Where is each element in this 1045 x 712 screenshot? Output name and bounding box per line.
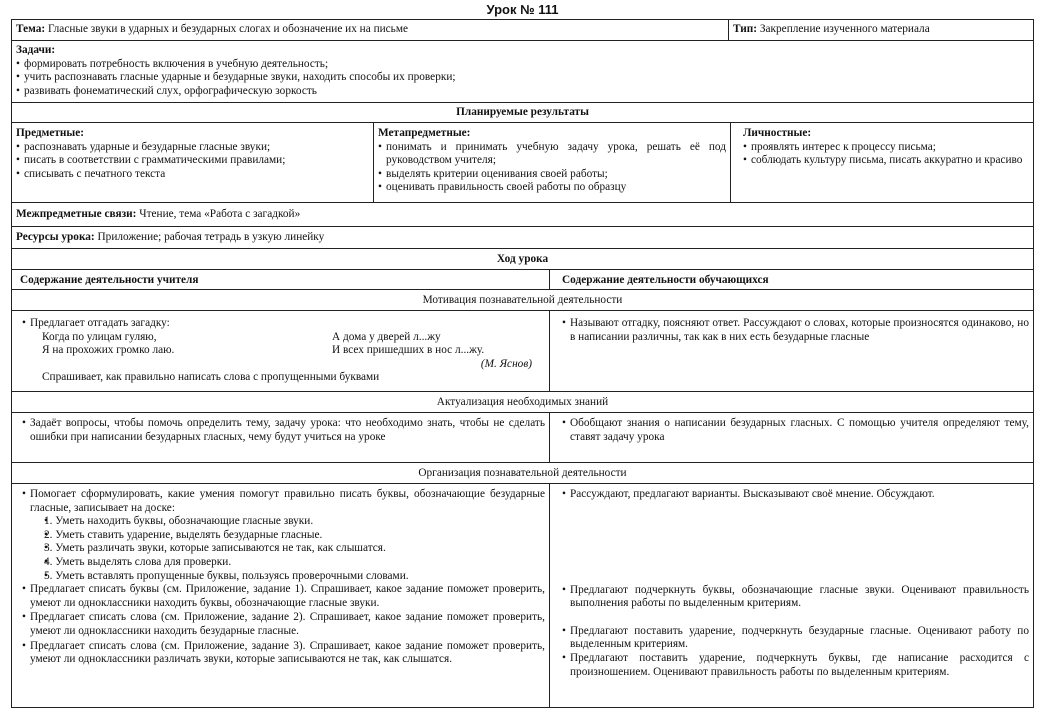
stage1-heading: Мотивация познавательной деятельности [422, 294, 623, 306]
list-item: • Помогает сформулировать, какие умения помогут правильно писать буквы, обозначающие безударные гласные, записывает на доске: [22, 488, 545, 515]
list-item: • Рассуждают, предлагают варианты. Высказывают своё мнение. Обсуждают. [562, 488, 1029, 502]
list-item: • развивать фонематический слух, орфографическую зоркость [16, 85, 1029, 99]
stage1-students [549, 311, 1033, 391]
lesson-plan-table [11, 19, 1034, 708]
topic-label: Тема: [16, 23, 46, 35]
poem-line: А дома у дверей л...жу [332, 330, 441, 343]
stage1-heading-row [12, 289, 1033, 310]
links-text: Чтение, тема «Работа с загадкой» [139, 208, 301, 220]
skill-item: • 2. Уметь ставить ударение, выделять безударные гласные. [44, 529, 545, 543]
list-item: • понимать и принимать учебную задачу урока, решать её под руководством учителя; [378, 141, 726, 168]
list-item: • Предлагает отгадать загадку: [22, 317, 545, 331]
stage3-heading-row [12, 462, 1033, 483]
riddle-poem [22, 331, 545, 372]
links-row [12, 202, 1033, 226]
stage1-row [12, 310, 1033, 391]
poem-line: Я на прохожих громко лаю. [42, 344, 175, 357]
stage2-row [12, 412, 1033, 462]
list-item: • оценивать правильность своей работы по образцу [378, 181, 726, 195]
topic-cell [12, 20, 728, 40]
list-item: • Предлагают подчеркнуть буквы, обозначающие гласные звуки. Оценивают правильность выполнения работы по выделенным критериям. [562, 584, 1029, 611]
list-item: • Предлагают поставить ударение, подчеркнуть буквы, где написание расходится с произношением. Оценивают правильность работы по выделенным критериям. [562, 652, 1029, 679]
stage2-heading-row [12, 391, 1033, 412]
stage3-teacher [12, 484, 549, 707]
topic-text: Гласные звуки в ударных и безударных слогах и обозначение их на письме [47, 23, 408, 35]
subject-results [12, 123, 373, 202]
list-item: • Предлагает списать слова (см. Приложение, задание 2). Спрашивает, какое задание поможет проверить, умеют ли одноклассники находить безударные гласные. [22, 611, 545, 638]
results-heading-row [12, 102, 1033, 122]
topic-row [12, 20, 1033, 40]
skills-list [22, 515, 545, 583]
resources-text: Приложение; рабочая тетрадь в узкую линейку [97, 231, 325, 243]
stage2-teacher [12, 413, 549, 462]
list-item: • Обобщают знания о написании безударных гласных. С помощью учителя определяют тему, ставят задачу урока [562, 417, 1029, 444]
list-item: • распознавать ударные и безударные гласные звуки; [16, 141, 369, 155]
links-cell [12, 203, 1033, 226]
list-item: • учить распознавать гласные ударные и безударные звуки, находить способы их проверки; [16, 71, 1029, 85]
lesson-title: Урок № 111 [486, 2, 559, 17]
list-item: • Предлагает списать слова (см. Приложение, задание 3). Спрашивает, какое задание поможет проверить, умеют ли одноклассники различать звуки, которые записываются не так, как слышатся. [22, 640, 545, 667]
resources-label: Ресурсы урока: [16, 231, 95, 243]
list-item: • Предлагают поставить ударение, подчеркнуть безударные гласные. Оценивают работу по выделенным критериям. [562, 625, 1029, 652]
personal-results [730, 123, 1033, 202]
stage3-students [549, 484, 1033, 707]
course-heading: Ход урока [496, 253, 549, 265]
tasks-cell [12, 41, 1033, 102]
stage1-teacher-outro: Спрашивает, как правильно написать слова с пропущенными буквами [42, 371, 380, 384]
results-heading: Планируемые результаты [456, 106, 589, 118]
meta-label: Метапредметные: [378, 127, 471, 139]
columns-header-row [12, 269, 1033, 289]
results-row [12, 122, 1033, 202]
meta-results [373, 123, 730, 202]
list-item: • Предлагает списать буквы (см. Приложение, задание 1). Спрашивает, какое задание поможет проверить, умеют ли одноклассники находить буквы, обозначающие гласные звуки. [22, 583, 545, 610]
personal-label: Личностные: [743, 127, 812, 139]
poem-line: Когда по улицам гуляю, [42, 330, 157, 343]
links-label: Межпредметные связи: [16, 208, 137, 220]
type-text: Закрепление изученного материала [759, 23, 930, 35]
students-column-header: Содержание деятельности обучающихся [549, 270, 1033, 289]
tasks-row [12, 40, 1033, 102]
skill-item: • 1. Уметь находить буквы, обозначающие гласные звуки. [44, 515, 545, 529]
stage3-row [12, 483, 1033, 707]
list-item: • списывать с печатного текста [16, 168, 369, 182]
tasks-label: Задачи: [16, 44, 56, 56]
resources-row [12, 226, 1033, 248]
stage2-students [549, 413, 1033, 462]
list-item: • Называют отгадку, поясняют ответ. Рассуждают о словах, которые произносятся одинаково, но в написании различны, так как в них есть безударные гласные [562, 317, 1029, 344]
stage1-teacher [12, 311, 549, 391]
type-label: Тип: [733, 23, 758, 35]
list-item: • писать в соответствии с грамматическими правилами; [16, 154, 369, 168]
skill-item: • 5. Уметь вставлять пропущенные буквы, пользуясь проверочными словами. [44, 570, 545, 584]
list-item: • Задаёт вопросы, чтобы помочь определить тему, задачу урока: что необходимо знать, чтобы не сделать ошибки при написании безударных гласных, чему будут учиться на уроке [22, 417, 545, 444]
course-heading-row [12, 248, 1033, 269]
list-item: • соблюдать культуру письма, писать аккуратно и красиво [743, 154, 1029, 168]
tasks-list [16, 58, 1029, 99]
skill-item: • 3. Уметь различать звуки, которые записываются не так, как слышатся. [44, 542, 545, 556]
poem-line: И всех пришедших в нос л...жу. [332, 344, 485, 357]
poem-author: (М. Яснов) [480, 357, 532, 370]
type-cell [728, 20, 1033, 40]
list-item: • выделять критерии оценивания своей работы; [378, 168, 726, 182]
stage3-heading: Организация познавательной деятельности [418, 467, 627, 479]
subject-label: Предметные: [16, 127, 85, 139]
stage2-heading: Актуализация необходимых знаний [436, 396, 609, 408]
skill-item: • 4. Уметь выделять слова для проверки. [44, 556, 545, 570]
list-item: • формировать потребность включения в учебную деятельность; [16, 58, 1029, 72]
resources-cell [12, 227, 1033, 248]
teacher-column-header: Содержание деятельности учителя [20, 274, 199, 286]
list-item: • проявлять интерес к процессу письма; [743, 141, 1029, 155]
